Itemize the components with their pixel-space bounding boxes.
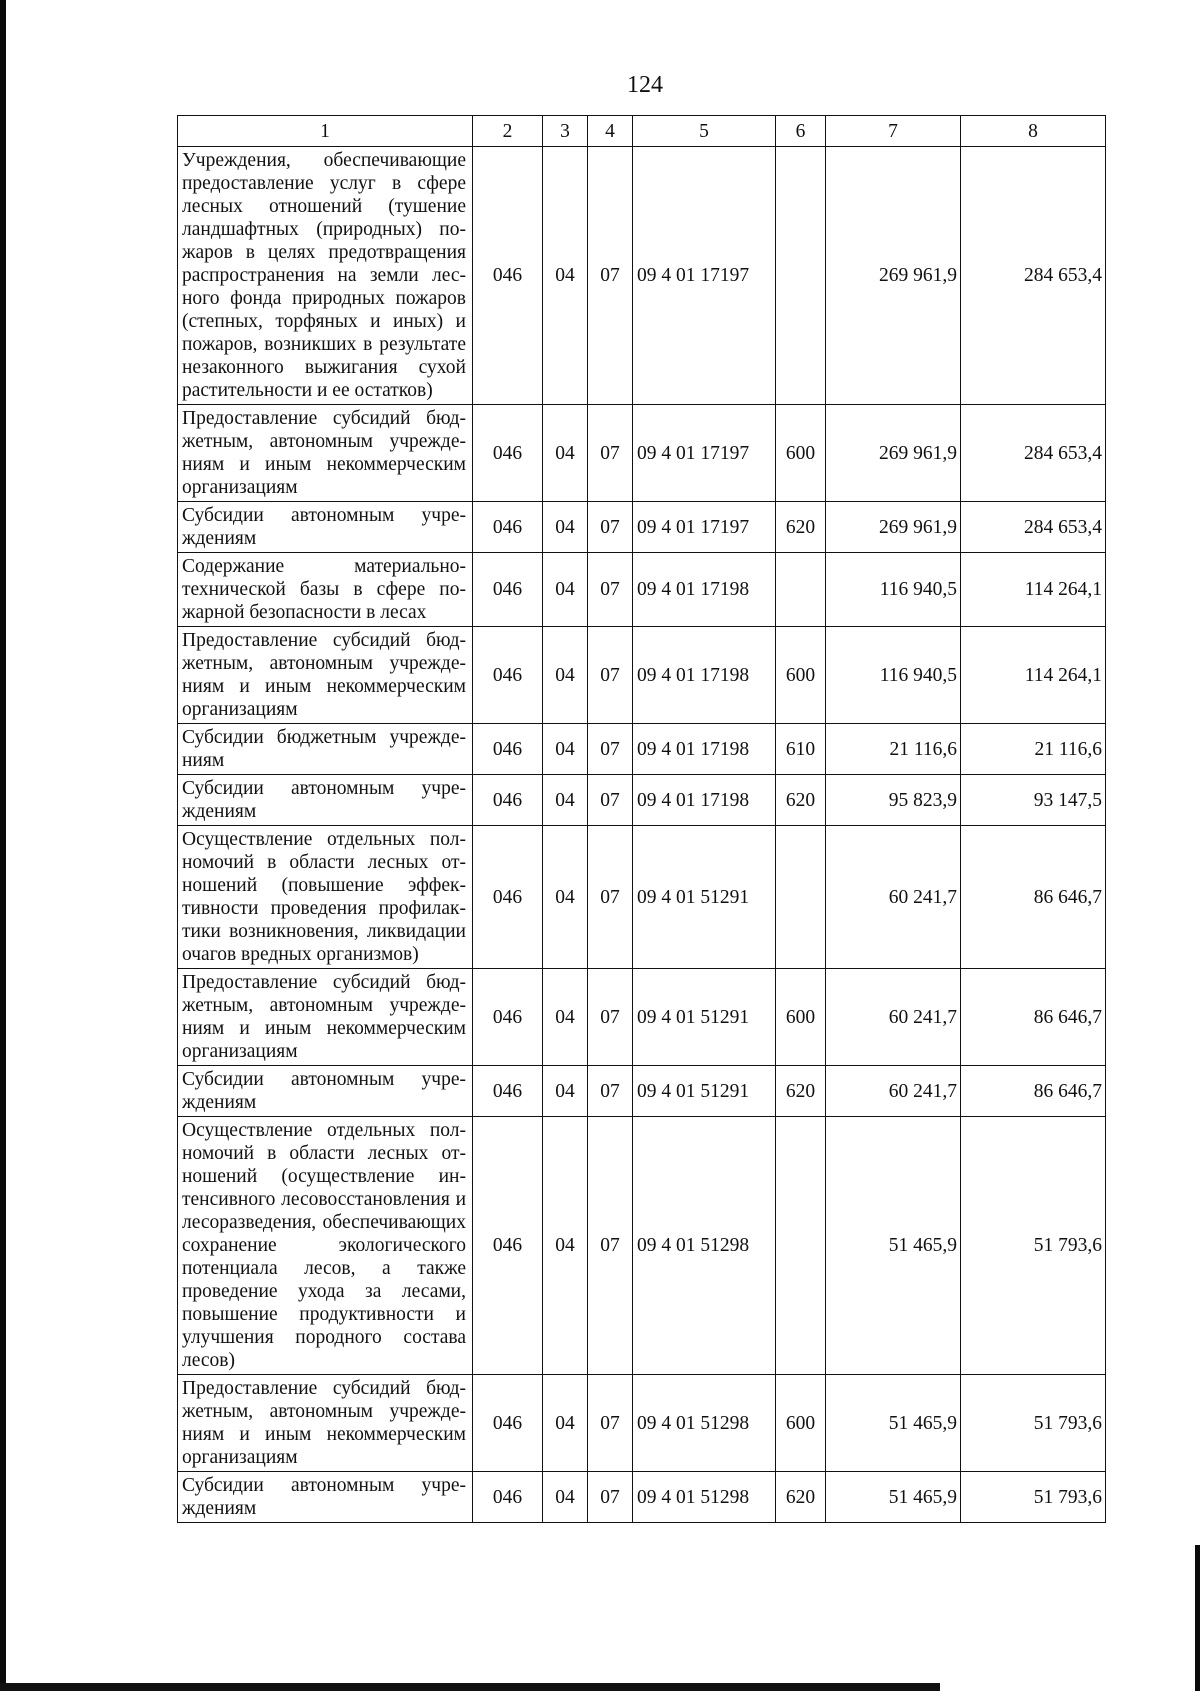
column-header: 2 — [473, 116, 543, 147]
row-name: Предоставление субсидий бюджетным, автономным учреждениям и иным некоммерческим организациям — [178, 405, 473, 502]
amount-col8-cell: 93 147,5 — [961, 775, 1106, 826]
expense-type-cell — [776, 1117, 826, 1375]
column-header: 6 — [776, 116, 826, 147]
expense-type-cell: 600 — [776, 969, 826, 1066]
subsection-cell: 07 — [588, 405, 633, 502]
amount-col8-cell: 284 653,4 — [961, 405, 1106, 502]
code-cell: 046 — [473, 775, 543, 826]
column-header: 3 — [543, 116, 588, 147]
subsection-cell: 07 — [588, 627, 633, 724]
amount-col7-cell: 95 823,9 — [826, 775, 961, 826]
budget-table — [177, 115, 1106, 1523]
amount-col8-cell: 86 646,7 — [961, 969, 1106, 1066]
target-article-cell: 09 4 01 51291 — [633, 1066, 776, 1117]
target-article-cell: 09 4 01 17197 — [633, 405, 776, 502]
table-row — [178, 1066, 1106, 1117]
target-article-cell: 09 4 01 17198 — [633, 627, 776, 724]
scan-edge-right — [1195, 1545, 1200, 1691]
expense-type-cell — [776, 147, 826, 405]
amount-col7-cell: 21 116,6 — [826, 724, 961, 775]
amount-col8-cell: 51 793,6 — [961, 1375, 1106, 1472]
code-cell: 046 — [473, 969, 543, 1066]
row-name: Субсидии автономным учреждениям — [178, 1066, 473, 1117]
amount-col7-cell: 60 241,7 — [826, 826, 961, 969]
row-name: Осуществление отдельных полномочий в области лесных отношений (повышение эффективности проведения профилактики возникновения, ликвидации очагов вредных организмов) — [178, 826, 473, 969]
subsection-cell: 07 — [588, 1066, 633, 1117]
subsection-cell: 07 — [588, 502, 633, 553]
section-cell: 04 — [543, 405, 588, 502]
amount-col8-cell: 21 116,6 — [961, 724, 1106, 775]
row-name: Содержание материально-технической базы в сфере пожарной безопасности в лесах — [178, 553, 473, 627]
expense-type-cell: 600 — [776, 405, 826, 502]
section-cell: 04 — [543, 553, 588, 627]
amount-col8-cell: 284 653,4 — [961, 147, 1106, 405]
subsection-cell: 07 — [588, 724, 633, 775]
scan-edge-bottom — [0, 1683, 940, 1691]
subsection-cell: 07 — [588, 775, 633, 826]
target-article-cell: 09 4 01 17198 — [633, 553, 776, 627]
section-cell: 04 — [543, 1066, 588, 1117]
column-header: 5 — [633, 116, 776, 147]
code-cell: 046 — [473, 1117, 543, 1375]
section-cell: 04 — [543, 724, 588, 775]
amount-col8-cell: 284 653,4 — [961, 502, 1106, 553]
expense-type-cell: 620 — [776, 775, 826, 826]
column-header: 8 — [961, 116, 1106, 147]
amount-col8-cell: 86 646,7 — [961, 1066, 1106, 1117]
amount-col7-cell: 51 465,9 — [826, 1117, 961, 1375]
row-name: Субсидии бюджетным учреждениям — [178, 724, 473, 775]
table-row — [178, 969, 1106, 1066]
amount-col7-cell: 60 241,7 — [826, 1066, 961, 1117]
row-name: Предоставление субсидий бюджетным, автономным учреждениям и иным некоммерческим организациям — [178, 969, 473, 1066]
amount-col7-cell: 51 465,9 — [826, 1472, 961, 1523]
amount-col8-cell: 114 264,1 — [961, 627, 1106, 724]
section-cell: 04 — [543, 1472, 588, 1523]
expense-type-cell: 610 — [776, 724, 826, 775]
code-cell: 046 — [473, 502, 543, 553]
section-cell: 04 — [543, 147, 588, 405]
subsection-cell: 07 — [588, 1117, 633, 1375]
table-row — [178, 1117, 1106, 1375]
amount-col8-cell: 51 793,6 — [961, 1472, 1106, 1523]
amount-col8-cell: 86 646,7 — [961, 826, 1106, 969]
scan-edge-left — [0, 0, 6, 1691]
section-cell: 04 — [543, 969, 588, 1066]
expense-type-cell: 620 — [776, 502, 826, 553]
table-row — [178, 1472, 1106, 1523]
code-cell: 046 — [473, 553, 543, 627]
target-article-cell: 09 4 01 17198 — [633, 724, 776, 775]
table-row — [178, 502, 1106, 553]
amount-col7-cell: 60 241,7 — [826, 969, 961, 1066]
expense-type-cell: 620 — [776, 1472, 826, 1523]
target-article-cell: 09 4 01 17197 — [633, 502, 776, 553]
amount-col7-cell: 116 940,5 — [826, 627, 961, 724]
table-row — [178, 627, 1106, 724]
section-cell: 04 — [543, 502, 588, 553]
row-name: Предоставление субсидий бюджетным, автономным учреждениям и иным некоммерческим организациям — [178, 627, 473, 724]
row-name: Субсидии автономным учреждениям — [178, 775, 473, 826]
code-cell: 046 — [473, 147, 543, 405]
section-cell: 04 — [543, 826, 588, 969]
target-article-cell: 09 4 01 51298 — [633, 1375, 776, 1472]
row-name: Осуществление отдельных полномочий в области лесных отношений (осуществление интенсивного лесовосстановления и лесоразведения, обеспечивающих сохранение экологического потенциала лесов, а также проведение ухода за лесами, повышение продуктивности и улучшения породного состава лесов) — [178, 1117, 473, 1375]
table-row — [178, 775, 1106, 826]
expense-type-cell — [776, 826, 826, 969]
target-article-cell: 09 4 01 51291 — [633, 969, 776, 1066]
expense-type-cell: 600 — [776, 1375, 826, 1472]
table-row — [178, 405, 1106, 502]
subsection-cell: 07 — [588, 826, 633, 969]
target-article-cell: 09 4 01 17198 — [633, 775, 776, 826]
section-cell: 04 — [543, 627, 588, 724]
target-article-cell: 09 4 01 51298 — [633, 1117, 776, 1375]
section-cell: 04 — [543, 1117, 588, 1375]
table-row — [178, 553, 1106, 627]
table-row — [178, 826, 1106, 969]
expense-type-cell — [776, 553, 826, 627]
code-cell: 046 — [473, 405, 543, 502]
amount-col7-cell: 116 940,5 — [826, 553, 961, 627]
section-cell: 04 — [543, 775, 588, 826]
subsection-cell: 07 — [588, 553, 633, 627]
amount-col8-cell: 51 793,6 — [961, 1117, 1106, 1375]
code-cell: 046 — [473, 1066, 543, 1117]
code-cell: 046 — [473, 1375, 543, 1472]
amount-col7-cell: 269 961,9 — [826, 405, 961, 502]
table-header-row — [178, 116, 1106, 147]
section-cell: 04 — [543, 1375, 588, 1472]
subsection-cell: 07 — [588, 969, 633, 1066]
subsection-cell: 07 — [588, 1472, 633, 1523]
row-name: Учреждения, обеспечивающие предоставление услуг в сфере лесных отношений (тушение ландшафтных (природных) пожаров в целях предотвращения распространения на земли лесного фонда природных пожаров (степных, торфяных и иных) и пожаров, возникших в результате незаконного выжигания сухой растительности и ее остатков) — [178, 147, 473, 405]
row-name: Субсидии автономным учреждениям — [178, 502, 473, 553]
table-row — [178, 1375, 1106, 1472]
target-article-cell: 09 4 01 51291 — [633, 826, 776, 969]
amount-col7-cell: 269 961,9 — [826, 502, 961, 553]
target-article-cell: 09 4 01 51298 — [633, 1472, 776, 1523]
amount-col7-cell: 51 465,9 — [826, 1375, 961, 1472]
code-cell: 046 — [473, 1472, 543, 1523]
amount-col7-cell: 269 961,9 — [826, 147, 961, 405]
table-row — [178, 147, 1106, 405]
table-row — [178, 724, 1106, 775]
page-number: 124 — [627, 72, 663, 98]
expense-type-cell: 600 — [776, 627, 826, 724]
target-article-cell: 09 4 01 17197 — [633, 147, 776, 405]
column-header: 7 — [826, 116, 961, 147]
code-cell: 046 — [473, 627, 543, 724]
amount-col8-cell: 114 264,1 — [961, 553, 1106, 627]
row-name: Предоставление субсидий бюджетным, автономным учреждениям и иным некоммерческим организациям — [178, 1375, 473, 1472]
code-cell: 046 — [473, 826, 543, 969]
subsection-cell: 07 — [588, 1375, 633, 1472]
expense-type-cell: 620 — [776, 1066, 826, 1117]
subsection-cell: 07 — [588, 147, 633, 405]
column-header: 1 — [178, 116, 473, 147]
code-cell: 046 — [473, 724, 543, 775]
column-header: 4 — [588, 116, 633, 147]
row-name: Субсидии автономным учреждениям — [178, 1472, 473, 1523]
